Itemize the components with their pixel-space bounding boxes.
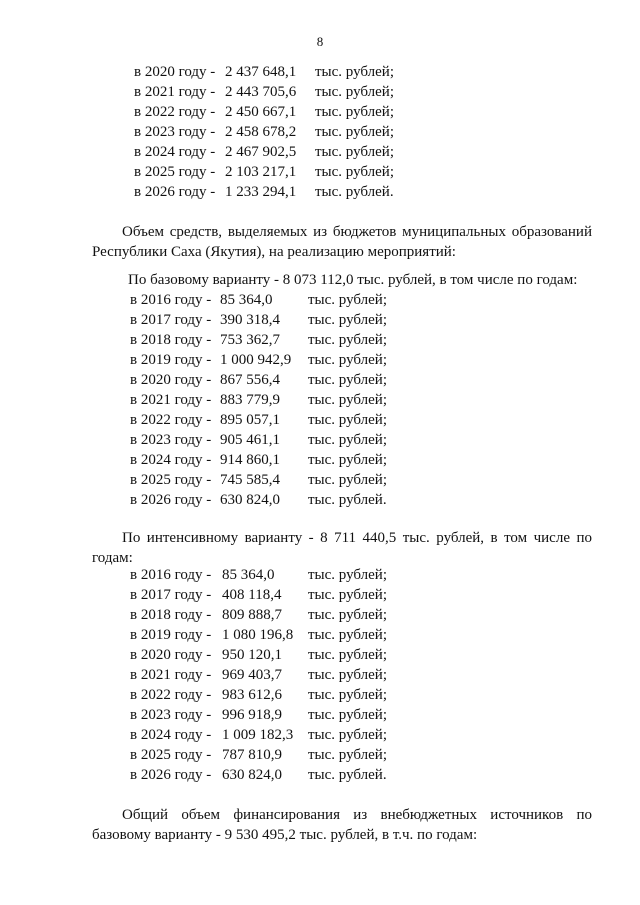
amount-value: 1 009 182,3	[222, 727, 294, 743]
unit-label: тыс. рублей;	[315, 104, 394, 120]
basic-variant-heading: По базовому варианту - 8 073 112,0 тыс. рублей, в том числе по годам:	[128, 272, 578, 288]
year-label: в 2016 году -	[130, 567, 212, 583]
amount-value: 809 888,7	[222, 607, 282, 623]
amount-value: 867 556,4	[220, 372, 280, 388]
amount-value: 905 461,1	[220, 432, 280, 448]
year-label: в 2019 году -	[130, 352, 212, 368]
amount-value: 408 118,4	[222, 587, 282, 603]
year-label: в 2022 году -	[130, 687, 212, 703]
amount-value: 996 918,9	[222, 707, 282, 723]
year-label: в 2022 году -	[130, 412, 212, 428]
year-label: в 2024 году -	[130, 452, 212, 468]
unit-label: тыс. рублей;	[308, 332, 387, 348]
unit-label: тыс. рублей;	[308, 412, 387, 428]
year-label: в 2023 году -	[130, 432, 212, 448]
unit-label: тыс. рублей;	[308, 707, 387, 723]
amount-value: 2 443 705,6	[225, 84, 297, 100]
unit-label: тыс. рублей;	[308, 452, 387, 468]
intensive-variant-heading: По интенсивному варианту - 8 711 440,5 тыс. рублей, в том числе по годам:	[92, 530, 592, 566]
amount-value: 1 233 294,1	[225, 184, 297, 200]
amount-value: 2 467 902,5	[225, 144, 297, 160]
unit-label: тыс. рублей;	[308, 567, 387, 583]
year-label: в 2025 году -	[134, 164, 216, 180]
unit-label: тыс. рублей;	[308, 472, 387, 488]
amount-value: 2 437 648,1	[225, 64, 297, 80]
amount-value: 85 364,0	[222, 567, 275, 583]
amount-value: 787 810,9	[222, 747, 282, 763]
amount-value: 969 403,7	[222, 667, 282, 683]
unit-label: тыс. рублей;	[308, 292, 387, 308]
amount-value: 895 057,1	[220, 412, 280, 428]
unit-label: тыс. рублей;	[308, 687, 387, 703]
unit-label: тыс. рублей;	[308, 627, 387, 643]
unit-label: тыс. рублей;	[308, 372, 387, 388]
amount-value: 883 779,9	[220, 392, 280, 408]
amount-value: 390 318,4	[220, 312, 280, 328]
amount-value: 85 364,0	[220, 292, 273, 308]
unit-label: тыс. рублей;	[308, 727, 387, 743]
page-number: 8	[316, 34, 324, 49]
extrabudgetary-paragraph: Общий объем финансирования из внебюджетных источников по базовому варианту - 9 530 495,2 тыс. рублей, в т.ч. по годам:	[92, 807, 592, 843]
amount-value: 2 458 678,2	[225, 124, 297, 140]
year-label: в 2025 году -	[130, 472, 212, 488]
year-label: в 2026 году -	[130, 767, 212, 783]
year-label: в 2018 году -	[130, 332, 212, 348]
year-label: в 2021 году -	[134, 84, 216, 100]
unit-label: тыс. рублей.	[308, 767, 387, 783]
year-label: в 2020 году -	[134, 64, 216, 80]
year-label: в 2026 году -	[134, 184, 216, 200]
year-label: в 2023 году -	[134, 124, 216, 140]
year-label: в 2017 году -	[130, 312, 212, 328]
unit-label: тыс. рублей;	[308, 647, 387, 663]
year-label: в 2026 году -	[130, 492, 212, 508]
year-label: в 2018 году -	[130, 607, 212, 623]
amount-value: 2 450 667,1	[225, 104, 297, 120]
year-label: в 2025 году -	[130, 747, 212, 763]
amount-value: 983 612,6	[222, 687, 282, 703]
year-label: в 2021 году -	[130, 667, 212, 683]
year-label: в 2020 году -	[130, 372, 212, 388]
amount-value: 1 080 196,8	[222, 627, 294, 643]
amount-value: 753 362,7	[220, 332, 280, 348]
unit-label: тыс. рублей;	[315, 84, 394, 100]
unit-label: тыс. рублей;	[308, 432, 387, 448]
unit-label: тыс. рублей;	[315, 64, 394, 80]
amount-value: 630 824,0	[220, 492, 280, 508]
unit-label: тыс. рублей;	[308, 352, 387, 368]
unit-label: тыс. рублей;	[308, 667, 387, 683]
unit-label: тыс. рублей.	[308, 492, 387, 508]
unit-label: тыс. рублей;	[308, 747, 387, 763]
unit-label: тыс. рублей;	[308, 312, 387, 328]
year-label: в 2024 году -	[130, 727, 212, 743]
amount-value: 914 860,1	[220, 452, 280, 468]
amount-value: 950 120,1	[222, 647, 282, 663]
unit-label: тыс. рублей;	[315, 124, 394, 140]
unit-label: тыс. рублей;	[308, 607, 387, 623]
year-label: в 2016 году -	[130, 292, 212, 308]
amount-value: 1 000 942,9	[220, 352, 292, 368]
year-label: в 2021 году -	[130, 392, 212, 408]
unit-label: тыс. рублей.	[315, 184, 394, 200]
year-label: в 2019 году -	[130, 627, 212, 643]
unit-label: тыс. рублей;	[308, 392, 387, 408]
amount-value: 745 585,4	[220, 472, 280, 488]
unit-label: тыс. рублей;	[308, 587, 387, 603]
amount-value: 630 824,0	[222, 767, 282, 783]
unit-label: тыс. рублей;	[315, 144, 394, 160]
year-label: в 2023 году -	[130, 707, 212, 723]
year-label: в 2020 году -	[130, 647, 212, 663]
year-label: в 2017 году -	[130, 587, 212, 603]
unit-label: тыс. рублей;	[315, 164, 394, 180]
amount-value: 2 103 217,1	[225, 164, 297, 180]
municipal-budget-paragraph: Объем средств, выделяемых из бюджетов муниципальных образований Республики Саха (Якутия), на реализацию мероприятий:	[92, 224, 592, 260]
year-label: в 2022 году -	[134, 104, 216, 120]
year-label: в 2024 году -	[134, 144, 216, 160]
